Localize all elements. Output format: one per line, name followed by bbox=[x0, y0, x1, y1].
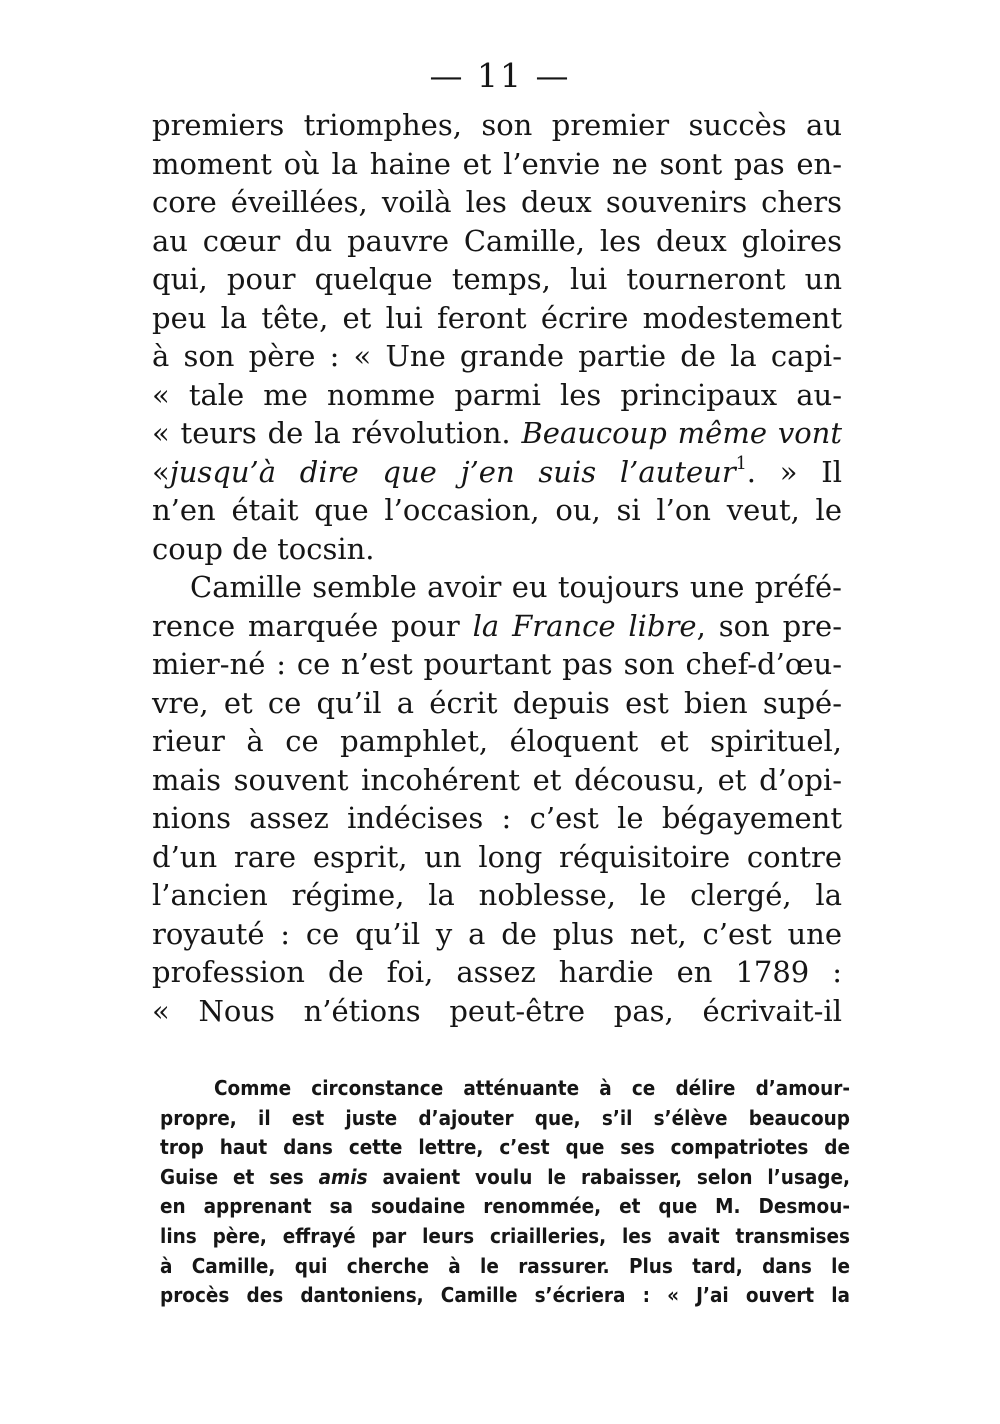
main-text bbox=[152, 106, 842, 1030]
italic-title: la France libre bbox=[472, 608, 697, 643]
text-line bbox=[152, 414, 842, 453]
text-line: premiers triomphes, son premier succès au bbox=[152, 108, 842, 142]
italic-quote: jusqu’à dire que j’en suis l’auteur bbox=[169, 454, 736, 489]
text-run: avaient voulu le rabaisser, selon l’usage, bbox=[382, 1164, 851, 1189]
text-run: , son pre- bbox=[696, 608, 843, 643]
italic-word: amis bbox=[318, 1164, 368, 1189]
footnote-line: Comme circonstance atténuante à ce délire d’amour- bbox=[214, 1076, 850, 1100]
page-number: — 11 — bbox=[429, 56, 571, 95]
text-line: core éveillées, voilà les deux souvenirs chers bbox=[152, 185, 842, 219]
text-run: rence marquée pour bbox=[152, 608, 460, 643]
text-line: l’ancien régime, la noblesse, le clergé, la bbox=[152, 878, 842, 912]
text-run: « teurs de la révolution. bbox=[152, 416, 511, 450]
text-run: Guise et ses bbox=[160, 1164, 304, 1189]
text-line bbox=[152, 607, 842, 646]
text-line: mais souvent incohérent et décousu, et d’opi- bbox=[152, 762, 842, 797]
text-run: . » Il bbox=[746, 454, 842, 489]
text-line: peu la tête, et lui feront écrire modestement bbox=[152, 300, 842, 335]
text-line: coup de tocsin. bbox=[152, 531, 375, 566]
text-line: d’un rare esprit, un long réquisitoire contre bbox=[152, 839, 842, 874]
text-line bbox=[152, 453, 842, 492]
footnote-line: lins père, effrayé par leurs criailleries, les avait transmises bbox=[160, 1223, 850, 1248]
footnote bbox=[160, 1074, 850, 1311]
text-line: moment où la haine et l’envie ne sont pas en- bbox=[152, 146, 842, 181]
text-line: nions assez indécises : c’est le bégayement bbox=[152, 801, 842, 835]
paragraph-start: Camille semble avoir eu toujours une préfé- bbox=[190, 570, 842, 604]
text-line: mier-né : ce n’est pourtant pas son chef-d’œu- bbox=[152, 647, 842, 681]
text-line: « Nous n’étions peut-être pas, écrivait-il bbox=[152, 993, 842, 1028]
footnote-line: trop haut dans cette lettre, c’est que ses compatriotes de bbox=[160, 1135, 850, 1160]
footnote-line: à Camille, qui cherche à le rassurer. Plus tard, dans le bbox=[160, 1253, 850, 1278]
text-line: à son père : « Une grande partie de la capi- bbox=[152, 339, 842, 373]
text-line: vre, et ce qu’il a écrit depuis est bien supé- bbox=[152, 685, 842, 720]
footnote-line: propre, il est juste d’ajouter que, s’il s’élève beaucoup bbox=[160, 1105, 850, 1130]
text-line: royauté : ce qu’il y a de plus net, c’est une bbox=[152, 916, 842, 951]
italic-quote: Beaucoup même vont bbox=[521, 416, 843, 450]
footnote-line: en apprenant sa soudaine renommée, et que M. Desmou- bbox=[160, 1194, 850, 1219]
text-line: rieur à ce pamphlet, éloquent et spirituel, bbox=[152, 724, 842, 758]
footnote-line bbox=[160, 1163, 850, 1193]
text-line: « tale me nomme parmi les principaux au- bbox=[152, 377, 842, 412]
text-line: n’en était que l’occasion, ou, si l’on veut, le bbox=[152, 493, 842, 527]
text-line: qui, pour quelque temps, lui tourneront un bbox=[152, 262, 842, 296]
text-run: « bbox=[152, 454, 170, 489]
text-line: au cœur du pauvre Camille, les deux gloires bbox=[152, 223, 842, 258]
footnote-marker: 1 bbox=[735, 453, 747, 474]
text-line: profession de foi, assez hardie en 1789 : bbox=[152, 955, 842, 989]
footnote-line: procès des dantoniens, Camille s’écriera : « J’ai ouvert la bbox=[160, 1283, 850, 1308]
